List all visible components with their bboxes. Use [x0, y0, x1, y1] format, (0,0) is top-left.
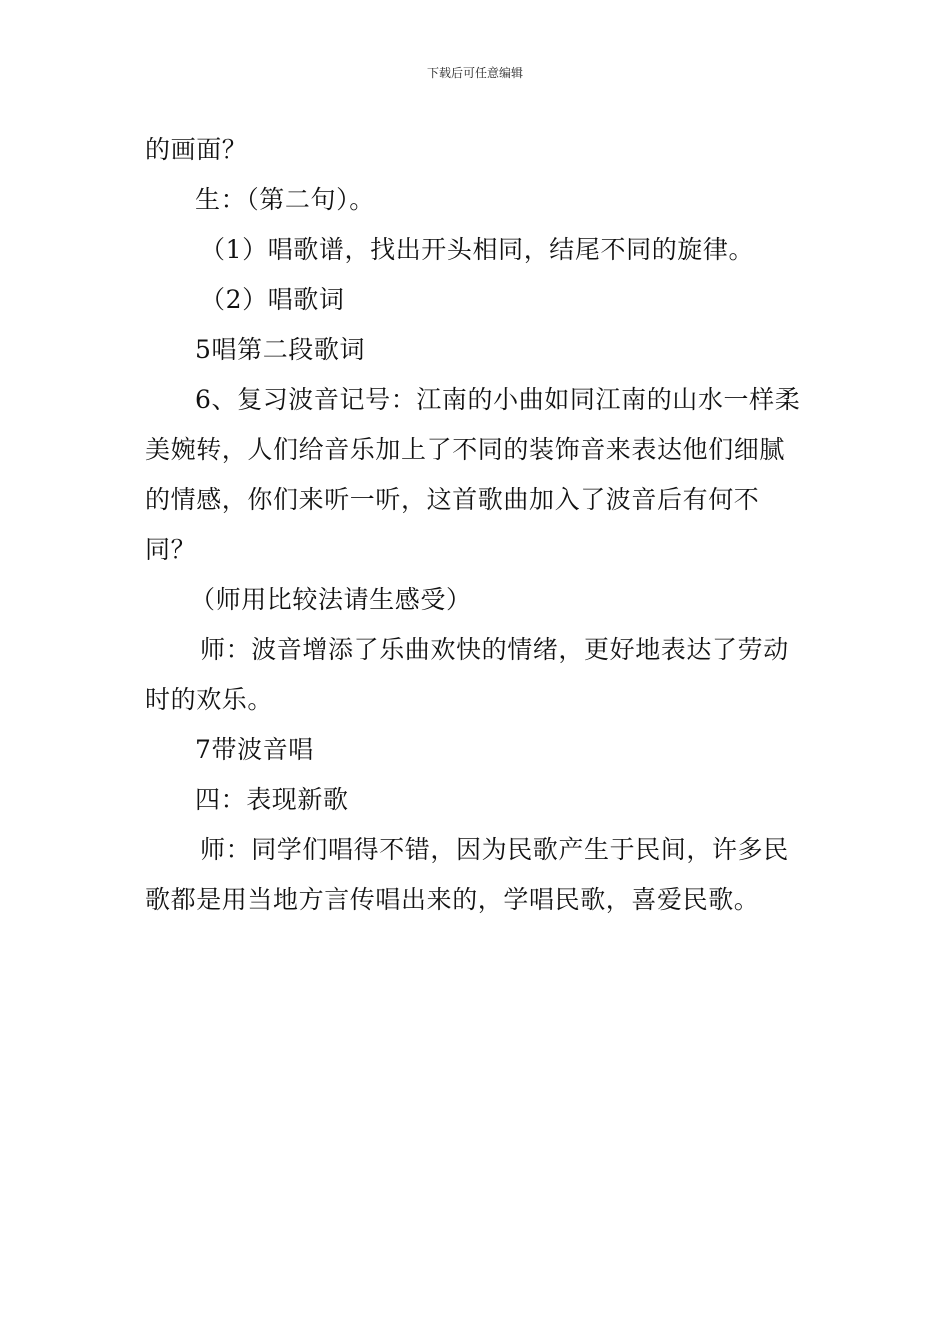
- paragraph-item-6: 6、复习波音记号：江南的小曲如同江南的山水一样柔美婉转，人们给音乐加上了不同的装饰音来表达他们细腻的情感，你们来听一听，这首歌曲加入了波音后有何不同？: [145, 385, 801, 564]
- paragraph-step-1: （1）唱歌谱，找出开头相同，结尾不同的旋律。: [200, 235, 755, 264]
- paragraph-step-2: （2）唱歌词: [200, 285, 345, 314]
- paragraph-section-4: 四：表现新歌: [195, 785, 349, 814]
- paragraph-teacher-method: （师用比较法请生感受）: [190, 585, 472, 614]
- paragraph-student-answer: 生：（第二句）。: [195, 185, 375, 214]
- paragraph-continuation: 的画面？: [145, 135, 248, 164]
- paragraph-item-7: 7带波音唱: [195, 735, 314, 764]
- paragraph-teacher-remark-2: 师：同学们唱得不错，因为民歌产生于民间，许多民歌都是用当地方言传唱出来的，学唱民歌，喜爱民歌。: [145, 835, 789, 914]
- page-header: 下载后可任意编辑: [426, 66, 523, 80]
- paragraph-item-5: 5唱第二段歌词: [195, 335, 366, 364]
- document-body: [145, 125, 810, 925]
- paragraph-teacher-remark-1: 师：波音增添了乐曲欢快的情绪，更好地表达了劳动时的欢乐。: [145, 635, 789, 714]
